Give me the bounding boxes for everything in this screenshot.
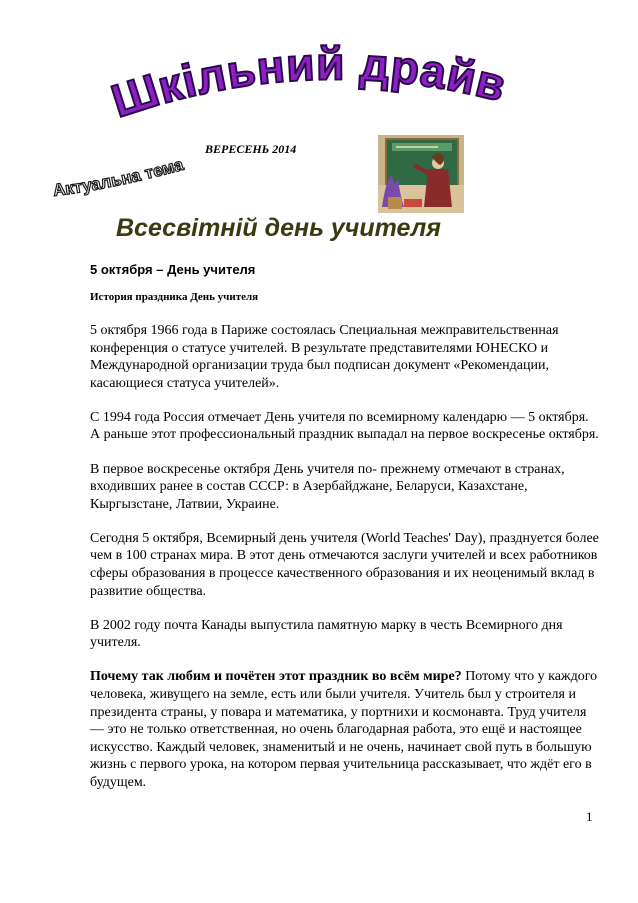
masthead-wordart: [110, 40, 510, 130]
masthead-title: Шкільний драйв: [110, 40, 510, 128]
section-tag: [50, 160, 200, 200]
article-final-paragraph: [90, 668, 600, 791]
svg-text:Актуальна тема: [52, 160, 186, 200]
article-paragraph: В 2002 году почта Канады выпустила памятную марку в честь Всемирного дня учителя.: [90, 617, 563, 651]
section-tag-label: Актуальна тема: [51, 160, 186, 200]
article-paragraph: В первое воскресенье октября День учителя по- прежнему отмечают в странах, входивших ранее в состав СССР: в Азербайджане, Беларуси, Казахстане, Кыргызстане, Латвии, Украине.: [90, 461, 565, 512]
article-body: [90, 262, 600, 808]
final-lead-question: Почему так любим и почётен этот праздник во всём мире?: [90, 669, 462, 685]
issue-date: ВЕРЕСЕНЬ 2014: [205, 142, 297, 156]
article-subhead: История праздника День учителя: [90, 291, 259, 303]
final-paragraph-text: Потому что у каждого человека, живущего на земле, есть или были учителя. Учитель был у строителя и президента страны, у повара и математика, у портнихи и космонавта. Труд учителя — это не только ответственная, но очень благодарная работа, это ещё и настоящее искусство. Каждый человек, знаменитый и не очень, начинает свой путь в большую жизнь с первого урока, на котором первая учительница рассказывает, что ждёт его в будущем.: [90, 669, 598, 790]
article-paragraph: Сегодня 5 октября, Всемирный день учителя (World Teaches' Day), празднуется более чем в 100 странах мира. В этот день отмечаются заслуги учителей и всех работников сферы образования в процессе качественного образования и их неоценимый вклад в развитие общества.: [90, 530, 599, 599]
article-paragraph: 5 октября 1966 года в Париже состоялась Специальная межправительственная конференция о статусе учителей. В результате представителями ЮНЕСКО и Международной организации труда был подписан документ «Рекомендации, касающиеся статуса учителей».: [90, 323, 559, 391]
article-paragraph: С 1994 года Россия отмечает День учителя по всемирному календарю — 5 октября. А раньше этот профессиональный праздник выпадал на первое воскресенье октября.: [90, 409, 599, 443]
article-title: Всесвітній день учителя: [116, 214, 441, 242]
article-subtitle: 5 октября – День учителя: [90, 262, 256, 277]
svg-text:Шкільний драйв: [110, 40, 510, 127]
page-number: 1: [586, 809, 593, 824]
teacher-at-blackboard-image: [378, 135, 464, 213]
